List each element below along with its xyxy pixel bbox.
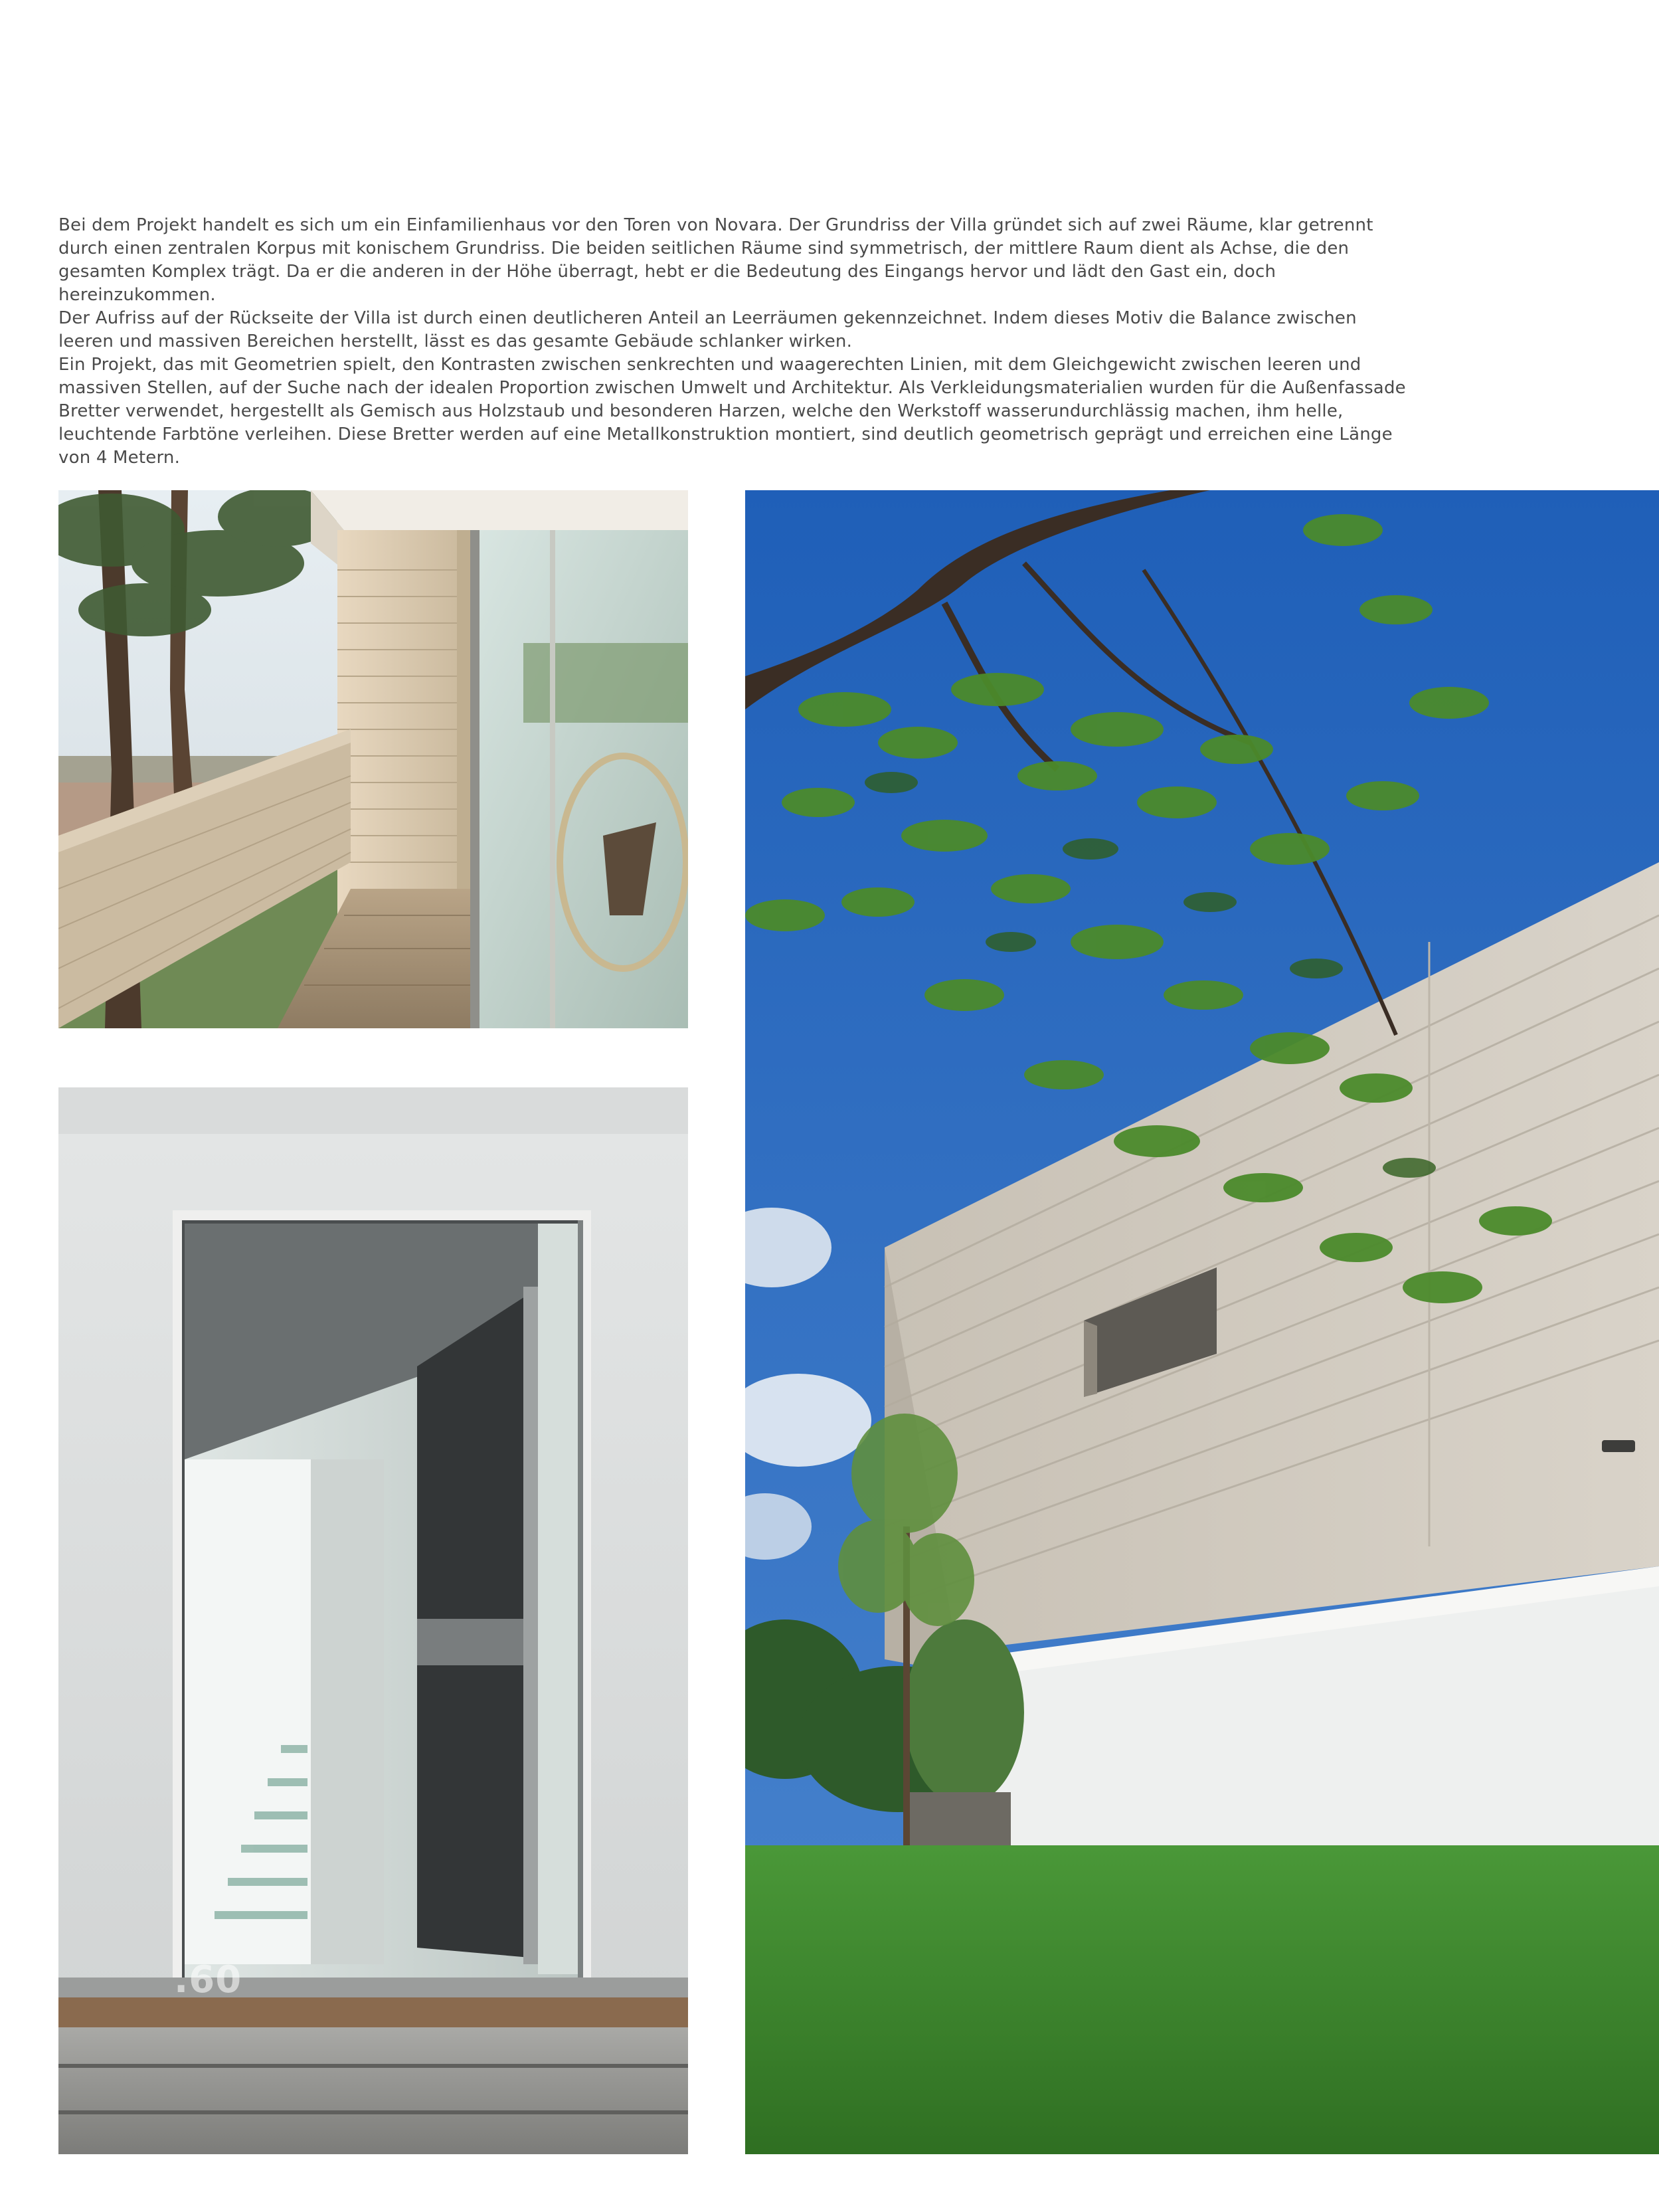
article-body xyxy=(58,214,1413,470)
article-paragraph: Ein Projekt, das mit Geometrien spielt, den Kontrasten zwischen senkrechten und waagerechten Linien, mit dem Gleichgewicht zwischen leeren und massiven Stellen, auf der Suche nach der idealen Proportion zwischen Umwelt und Architektur. Als Verkleidungsmaterialien wurden für die Außenfassade Bretter verwendet, hergestellt als Gemisch aus Holzstaub und besonderen Harzen, welche den Werkstoff wasserundurchlässig machen, ihm helle, leuchtende Farbtöne verleihen. Diese Bretter werden auf eine Metallkonstruktion montiert, sind deutlich geometrisch geprägt und erreichen eine Länge von 4 Metern. xyxy=(58,355,1406,468)
photo-balcony xyxy=(58,490,688,1028)
photo-entrance-door xyxy=(58,1087,688,2154)
page-number: .60 xyxy=(174,1958,242,2001)
article-paragraph: Der Aufriss auf der Rückseite der Villa ist durch einen deutlicheren Anteil an Leerräumen gekennzeichnet. Indem dieses Motiv die Balance zwischen leeren und massiven Bereichen herstellt, lässt es das gesamte Gebäude schlanker wirken. xyxy=(58,308,1357,351)
article-paragraph: Bei dem Projekt handelt es sich um ein Einfamilienhaus vor den Toren von Novara. Der Grundriss der Villa gründet sich auf zwei Räume, klar getrennt durch einen zentralen Korpus mit konischem Grundriss. Die beiden seitlichen Räume sind symmetrisch, der mittlere Raum dient als Achse, die den gesamten Komplex trägt. Da er die anderen in der Höhe überragt, hebt er die Bedeutung des Eingangs hervor und lädt den Gast ein, doch hereinzukommen. xyxy=(58,215,1373,305)
photo-facade xyxy=(745,490,1659,2154)
